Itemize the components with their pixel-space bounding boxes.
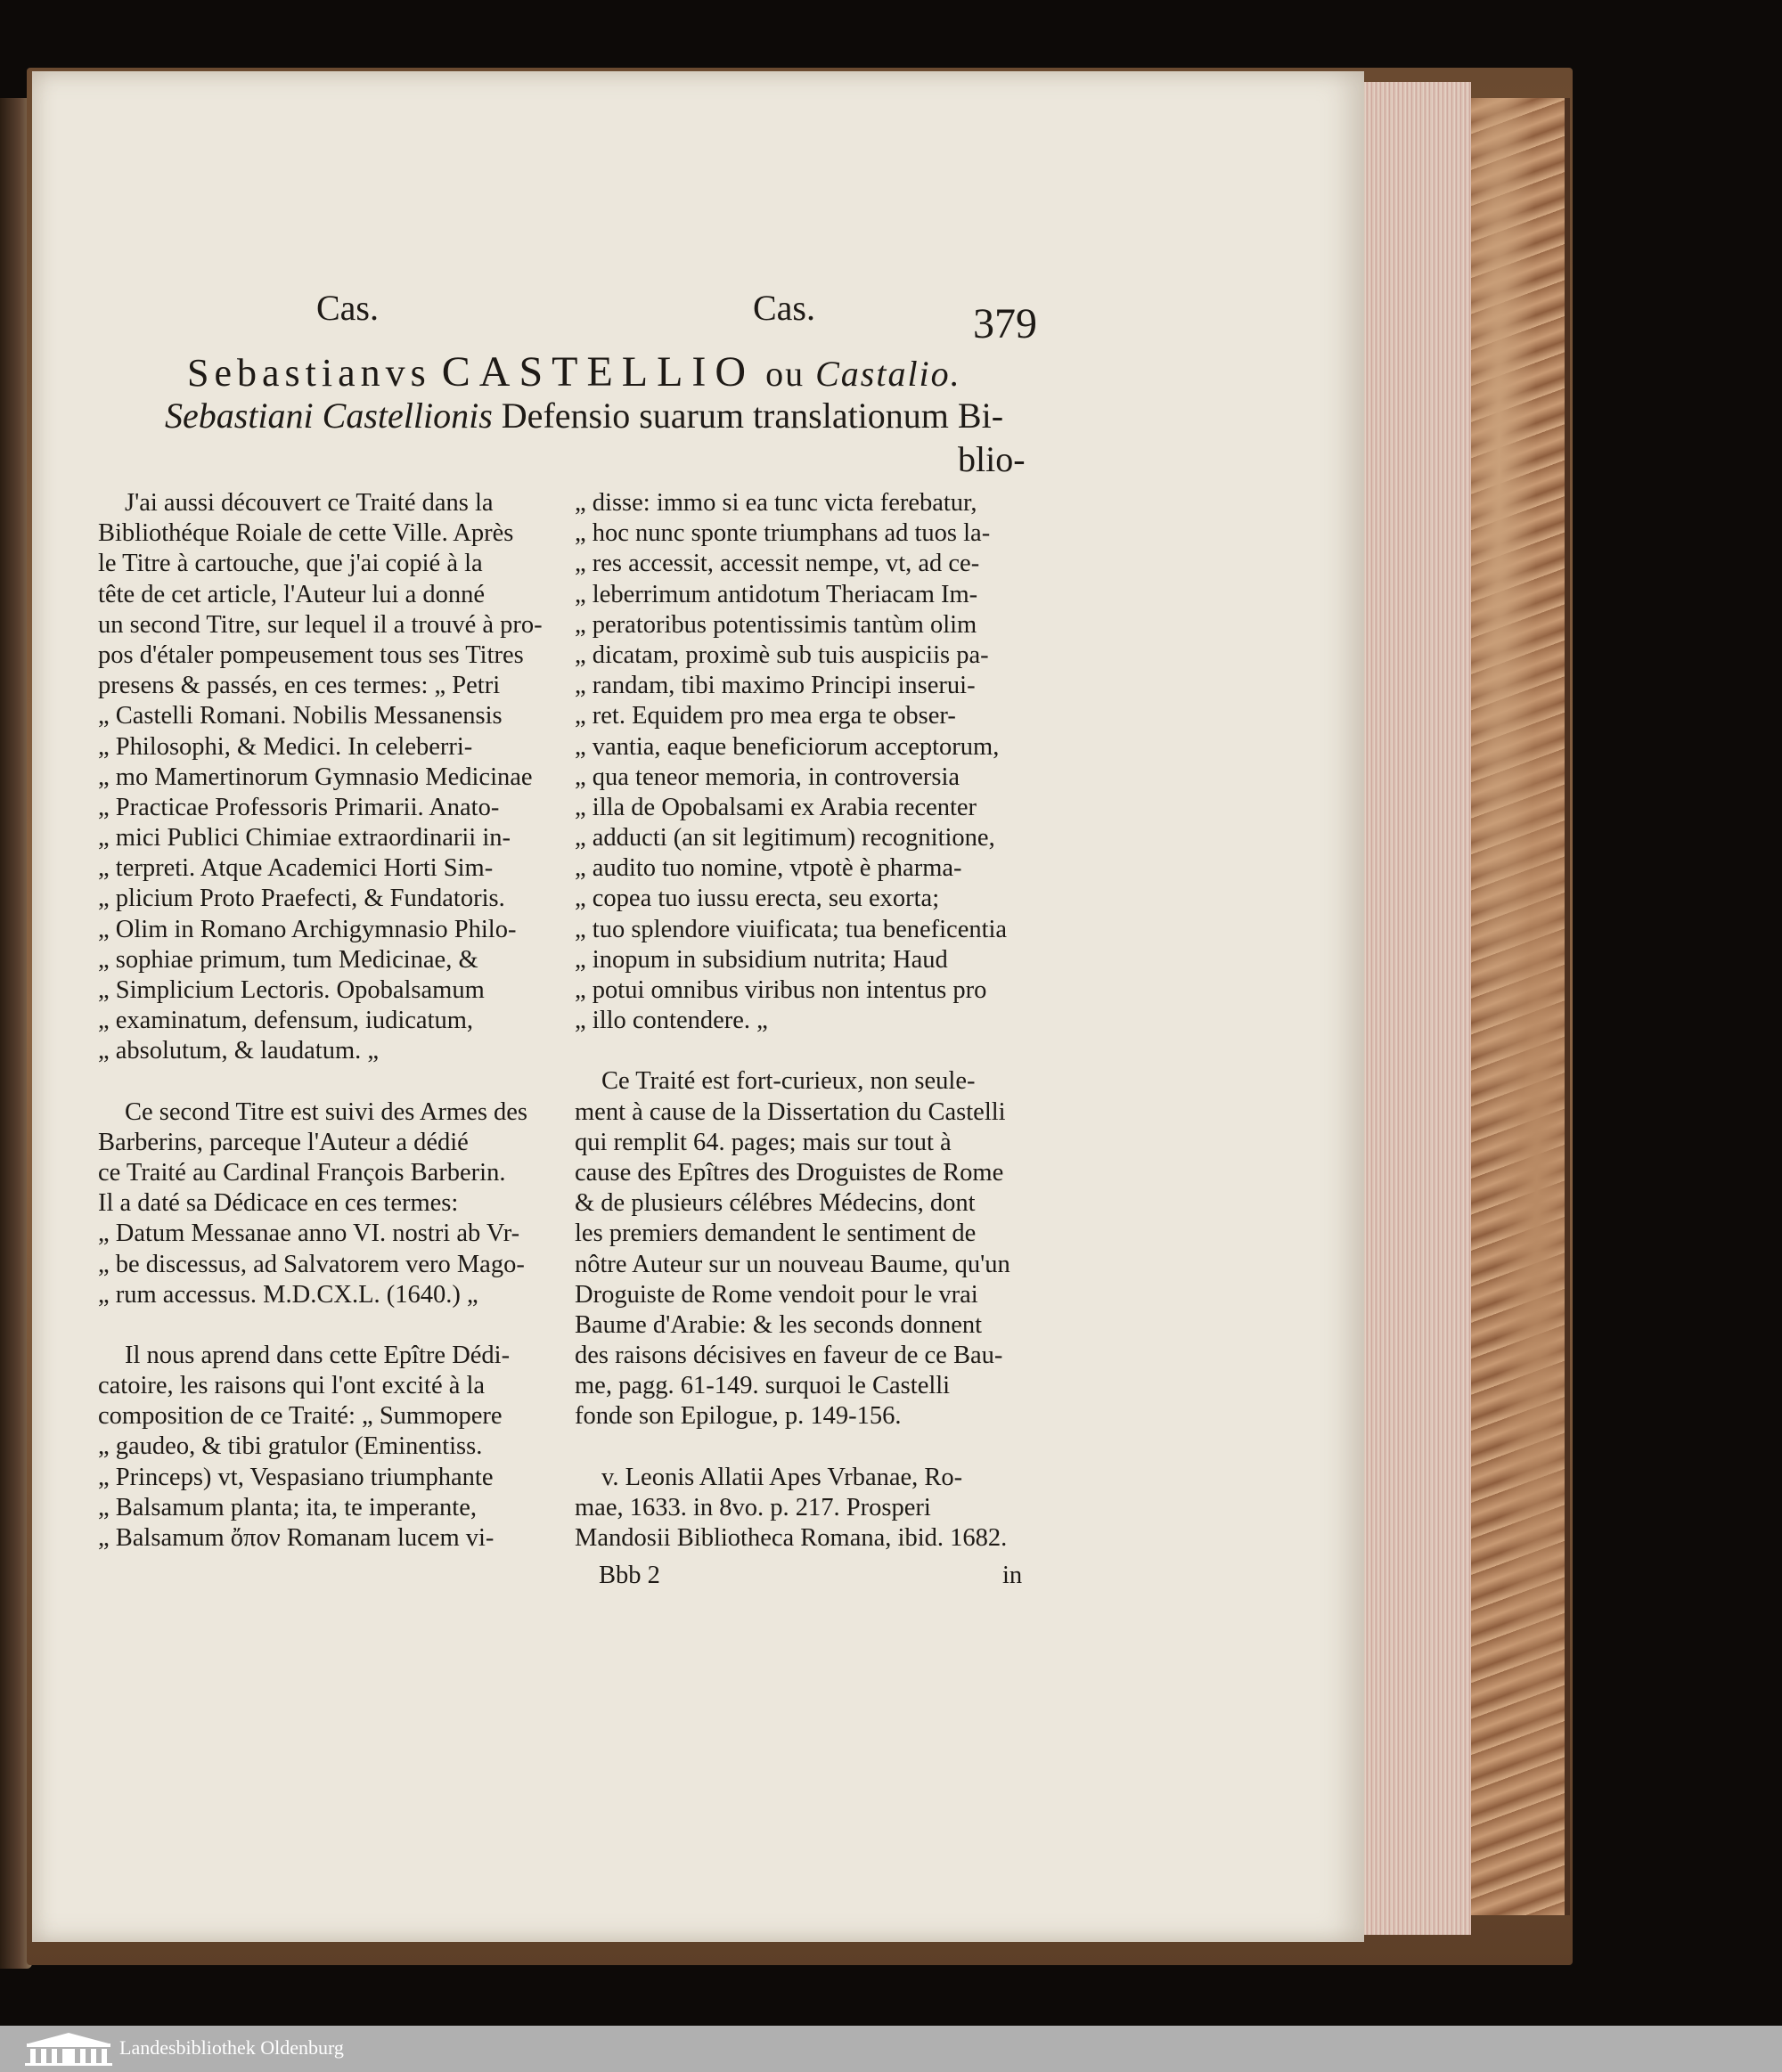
text-line: Droguiste de Rome vendoit pour le vrai <box>575 1280 978 1309</box>
text-line: J'ai aussi découvert ce Traité dans la <box>125 489 494 517</box>
text-line: „ leberrimum antidotum Theriacam Im- <box>575 580 978 608</box>
text-line: mae, 1633. in 8vo. p. 217. Prosperi <box>575 1493 931 1521</box>
text-line: les premiers demandent le sentiment de <box>575 1220 977 1248</box>
text-line: Il a daté sa Dédicace en ces termes: <box>98 1189 459 1218</box>
signature-mark: Bbb 2 <box>599 1562 660 1589</box>
text-line: „ Practicae Professoris Primarii. Anato- <box>98 793 500 821</box>
title-surname: CASTELLIO <box>441 348 756 396</box>
text-line: qui remplit 64. pages; mais sur tout à <box>575 1128 952 1156</box>
text-line: me, pagg. 61-149. surquoi le Castelli <box>575 1372 951 1400</box>
text-line: le Titre à cartouche, que j'ai copié à la <box>98 550 483 578</box>
right-paragraph-2 <box>575 1066 1029 1432</box>
text-line: „ rum accessus. M.D.CX.L. (1640.) „ <box>98 1280 478 1309</box>
right-column <box>575 488 1029 1554</box>
entry-title-line1 <box>187 347 961 396</box>
text-line: „ sophiae primum, tum Medicinae, & <box>98 945 478 974</box>
text-line: „ illo contendere. „ <box>575 1007 768 1035</box>
text-line: Ce second Titre est suivi des Armes des <box>125 1097 528 1126</box>
marbled-cover-edge <box>1471 98 1570 1915</box>
text-line: „ gaudeo, & tibi gratulor (Eminentiss. <box>98 1432 483 1461</box>
text-line: fonde son Epilogue, p. 149-156. <box>575 1402 902 1431</box>
text-line: „ ret. Equidem pro mea erga te obser- <box>575 702 956 730</box>
title-author-genitive: Sebastiani Castellionis <box>165 396 493 436</box>
text-line: „ Olim in Romano Archigymnasio Philo- <box>98 915 517 943</box>
text-line: „ disse: immo si ea tunc victa ferebatur, <box>575 489 977 517</box>
text-line: „ plicium Proto Praefecti, & Fundatoris. <box>98 885 505 913</box>
text-line: tête de cet article, l'Auteur lui a donné <box>98 580 486 608</box>
text-line: „ illa de Opobalsami ex Arabia recenter <box>575 793 977 821</box>
left-paragraph-1 <box>98 488 544 1067</box>
catchword: in <box>1002 1562 1023 1589</box>
text-line: „ potui omnibus viribus non intentus pro <box>575 976 987 1004</box>
text-line: „ dicatam, proximè sub tuis auspiciis pa- <box>575 640 989 669</box>
text-line: „ Simplicium Lectoris. Opobalsamum <box>98 976 485 1004</box>
text-line: Mandosii Bibliotheca Romana, ibid. 1682. <box>575 1524 1008 1552</box>
text-line: Bibliothéque Roiale de cette Ville. Après <box>98 519 514 548</box>
text-line: „ randam, tibi maximo Principi inserui- <box>575 672 976 700</box>
text-line: „ Princeps) vt, Vespasiano triumphante <box>98 1463 494 1491</box>
text-line: pos d'étaler pompeusement tous ses Titres <box>98 640 524 669</box>
text-line: Ce Traité est fort-curieux, non seule- <box>601 1067 976 1096</box>
running-head-left: Cas. <box>316 288 379 328</box>
text-line: „ terpreti. Atque Academici Horti Sim- <box>98 854 494 883</box>
title-ou: ou <box>765 354 805 394</box>
library-building-icon <box>23 2031 114 2067</box>
text-line: „ hoc nunc sponte triumphans ad tuos la- <box>575 519 991 548</box>
text-line: „ qua teneor memoria, in controversia <box>575 763 960 791</box>
text-line: „ Balsamum planta; ita, te imperante, <box>98 1493 477 1521</box>
text-line: „ audito tuo nomine, vtpotè è pharma- <box>575 854 962 883</box>
page-block-edges <box>1364 82 1471 1935</box>
right-paragraph-1 <box>575 488 1029 1036</box>
text-line: „ peratoribus potentissimis tantùm olim <box>575 610 977 639</box>
left-paragraph-2 <box>98 1097 544 1310</box>
text-line: composition de ce Traité: „ Summopere <box>98 1402 503 1431</box>
entry-title-line2 <box>165 395 1003 436</box>
text-line: „ Philosophi, & Medici. In celeberri- <box>98 732 473 761</box>
left-column <box>98 488 544 1554</box>
footer-bar <box>0 2026 1782 2072</box>
page-number: 379 <box>973 300 1037 347</box>
text-line: Barberins, parceque l'Auteur a dédié <box>98 1128 469 1156</box>
text-line: „ mo Mamertinorum Gymnasio Medicinae <box>98 763 533 791</box>
text-line: „ examinatum, defensum, iudicatum, <box>98 1007 474 1035</box>
title-alt-name: Castalio. <box>815 354 961 394</box>
text-line: ce Traité au Cardinal François Barberin. <box>98 1158 506 1187</box>
title-given-name: Sebastianvs <box>187 351 431 395</box>
title-work: Defensio suarum translationum Bi- <box>501 396 1004 436</box>
text-line: „ copea tuo iussu erecta, seu exorta; <box>575 885 940 913</box>
entry-title-line3: blio- <box>958 439 1026 479</box>
text-line: v. Leonis Allatii Apes Vrbanae, Ro- <box>601 1463 963 1491</box>
text-line: nôtre Auteur sur un nouveau Baume, qu'un <box>575 1250 1010 1278</box>
text-line: Baume d'Arabie: & les seconds donnent <box>575 1310 983 1339</box>
library-name: Landesbibliothek Oldenburg <box>119 2036 344 2059</box>
text-line: „ adducti (an sit legitimum) recognitione, <box>575 824 995 852</box>
left-paragraph-3 <box>98 1341 544 1554</box>
running-head-center: Cas. <box>753 288 815 328</box>
text-line: „ Datum Messanae anno VI. nostri ab Vr- <box>98 1220 520 1248</box>
text-line: & de plusieurs célébres Médecins, dont <box>575 1189 976 1218</box>
text-line: „ tuo splendore viuificata; tua beneficentia <box>575 915 1008 943</box>
text-line: un second Titre, sur lequel il a trouvé à pro- <box>98 610 543 639</box>
right-paragraph-3 <box>575 1463 1029 1554</box>
text-line: „ vantia, eaque beneficiorum acceptorum, <box>575 732 1000 761</box>
text-line: des raisons décisives en faveur de ce Bau- <box>575 1342 1003 1370</box>
text-line: „ Castelli Romani. Nobilis Messanensis <box>98 702 503 730</box>
text-line: „ mici Publici Chimiae extraordinarii in- <box>98 824 511 852</box>
text-line: „ inopum in subsidium nutrita; Haud <box>575 945 948 974</box>
text-line: „ Balsamum ὄπον Romanam lucem vi- <box>98 1524 495 1552</box>
text-line: „ res accessit, accessit nempe, vt, ad ce- <box>575 550 980 578</box>
text-line: Il nous aprend dans cette Epître Dédi- <box>125 1341 511 1369</box>
text-line: presens & passés, en ces termes: „ Petri <box>98 672 501 700</box>
text-line: cause des Epîtres des Droguistes de Rome <box>575 1158 1004 1187</box>
text-line: catoire, les raisons qui l'ont excité à la <box>98 1372 486 1400</box>
text-line: ment à cause de la Dissertation du Castelli <box>575 1097 1006 1126</box>
text-line: „ be discessus, ad Salvatorem vero Mago- <box>98 1250 525 1278</box>
text-line: „ absolutum, & laudatum. „ <box>98 1037 380 1065</box>
